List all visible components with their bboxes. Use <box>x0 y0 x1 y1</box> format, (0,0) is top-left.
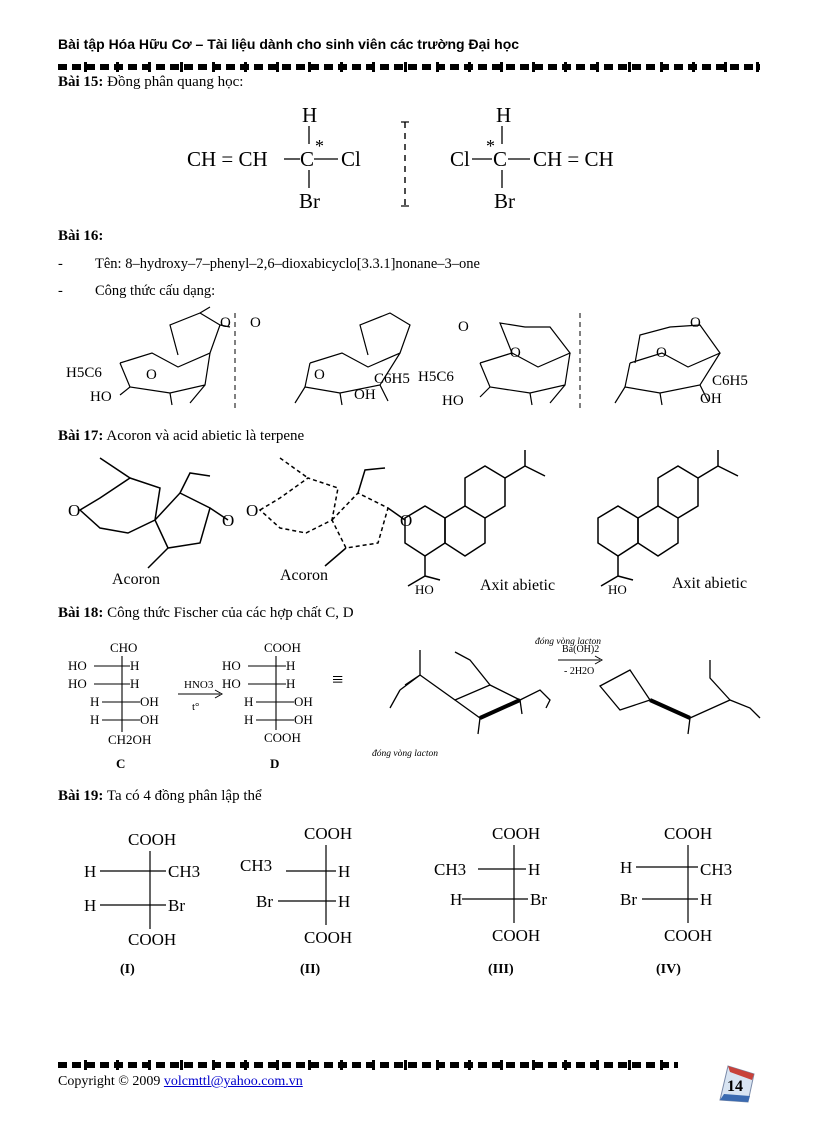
lactonization-note-bottom: đóng vòng lacton <box>372 749 438 759</box>
svg-text:H: H <box>130 676 140 691</box>
svg-text:H: H <box>90 712 100 727</box>
exercise-15-heading <box>58 74 243 91</box>
page-number: 14 <box>727 1078 743 1095</box>
left-h: H <box>302 103 318 127</box>
exercise-17-heading <box>58 428 304 445</box>
svg-text:COOH: COOH <box>128 830 177 849</box>
svg-text:COOH: COOH <box>304 928 353 947</box>
isomer-2-label: (II) <box>300 962 321 977</box>
compound-c-label: C <box>116 756 126 771</box>
exercise-18-label: Bài 18: <box>58 605 104 621</box>
svg-text:CH3: CH3 <box>168 862 201 881</box>
left-br: Br <box>299 189 320 213</box>
header-separator <box>58 64 760 70</box>
reagent-heat: t° <box>192 701 200 713</box>
svg-text:COOH: COOH <box>128 930 177 949</box>
compound-name: Tên: 8–hydroxy–7–phenyl–2,6–dioxabicyclo[3.3.1]nonane–3–one <box>95 256 480 272</box>
acoron-1-ketone-o-a: O <box>68 501 81 520</box>
svg-text:Br: Br <box>256 892 273 911</box>
footer-separator <box>58 1062 678 1068</box>
isomer-1-label: (I) <box>120 962 135 977</box>
ring-o-1: O <box>146 367 157 383</box>
svg-text:H: H <box>528 860 541 879</box>
page-badge-icon <box>714 1060 758 1104</box>
hydroxyl-label-3: HO <box>442 393 464 409</box>
exercise-16-item-1: - Tên: 8–hydroxy–7–phenyl–2,6–dioxabicyclo[3.3.1]nonane–3–one <box>58 256 480 272</box>
carbonyl-o-1: O <box>220 315 231 331</box>
acoron-2-ketone-o-a: O <box>246 501 259 520</box>
isomer-4-label: (IV) <box>656 962 681 977</box>
right-br: Br <box>494 189 515 213</box>
svg-text:CH3: CH3 <box>700 860 733 879</box>
reagent-baoh2: Ba(OH)2 <box>562 644 600 655</box>
svg-text:H: H <box>620 858 633 877</box>
page-header: Bài tập Hóa Hữu Cơ – Tài liệu dành cho sinh viên các trường Đại học <box>58 36 520 52</box>
isomer-3-label: (III) <box>488 962 514 977</box>
abietic-label-1: Axit abietic <box>480 577 556 594</box>
exercise-17-label: Bài 17: <box>58 428 104 444</box>
left-cl: Cl <box>341 147 361 171</box>
svg-text:COOH: COOH <box>664 824 713 843</box>
svg-text:CH3: CH3 <box>434 860 467 879</box>
abietic-label-2: Axit abietic <box>672 575 748 592</box>
right-star: * <box>486 136 495 156</box>
exercise-16-conformations <box>60 305 760 415</box>
abietic-ho-2: HO <box>608 582 627 597</box>
acoron-label-2: Acoron <box>280 567 328 584</box>
exercise-16-label: Bài 16: <box>58 228 104 244</box>
svg-text:H: H <box>338 862 351 881</box>
svg-text:H: H <box>244 694 254 709</box>
svg-text:COOH: COOH <box>492 926 541 945</box>
svg-text:COOH: COOH <box>304 824 353 843</box>
phenyl-label-4: C6H5 <box>712 373 748 389</box>
ring-o-3: O <box>510 345 521 361</box>
phenyl-label-3: H5C6 <box>418 369 454 385</box>
left-star: * <box>315 136 324 156</box>
conformation-label: Công thức cấu dạng: <box>95 283 216 299</box>
exercise-19-heading <box>58 788 262 805</box>
svg-text:OH: OH <box>294 712 313 727</box>
svg-text:CH3: CH3 <box>240 856 273 875</box>
c-top: CHO <box>110 640 138 655</box>
phenyl-label-2: C6H5 <box>374 371 410 387</box>
compound-d-label: D <box>270 756 280 771</box>
page-number-badge <box>714 1060 758 1104</box>
acoron-2-ketone-o-b: O <box>400 511 413 530</box>
ring-o-4: O <box>656 345 667 361</box>
d-top: COOH <box>264 640 301 655</box>
abietic-ho-1: HO <box>415 582 434 597</box>
exercise-16-heading <box>58 228 103 245</box>
svg-text:H: H <box>84 896 97 915</box>
svg-text:HO: HO <box>222 658 241 673</box>
carbonyl-o-4: O <box>690 315 701 331</box>
svg-text:Br: Br <box>620 890 637 909</box>
exercise-19-text: Ta có 4 đồng phân lập thể <box>106 788 262 804</box>
left-chiral-carbon: C <box>300 147 315 171</box>
exercise-17-structures <box>60 448 770 598</box>
right-cl: Cl <box>450 147 470 171</box>
svg-text:H: H <box>84 862 97 881</box>
svg-text:OH: OH <box>140 712 159 727</box>
exercise-19-isomers <box>60 815 760 985</box>
right-vinyl-chain: CH = CH <box>533 147 614 171</box>
exercise-17-text: Acoron và acid abietic là terpene <box>106 428 305 444</box>
exercise-18-scheme <box>60 630 780 778</box>
svg-text:H: H <box>450 890 463 909</box>
email-link[interactable]: volcmttl@yahoo.com.vn <box>163 1074 303 1089</box>
phenyl-label-1: H5C6 <box>66 365 102 381</box>
svg-text:H: H <box>286 676 296 691</box>
right-chiral-carbon: C <box>493 147 508 171</box>
carbonyl-o-3: O <box>458 319 469 335</box>
acoron-1-ketone-o-b: O <box>222 511 235 530</box>
exercise-18-heading <box>58 605 354 622</box>
left-vinyl-chain: CH = CH <box>187 147 268 171</box>
svg-text:H: H <box>244 712 254 727</box>
svg-text:HO: HO <box>68 676 87 691</box>
c-bottom: CH2OH <box>108 732 152 747</box>
exercise-19-label: Bài 19: <box>58 788 104 804</box>
carbonyl-o-2: O <box>250 315 261 331</box>
svg-text:OH: OH <box>294 694 313 709</box>
acoron-label-1: Acoron <box>112 571 160 588</box>
svg-text:COOH: COOH <box>492 824 541 843</box>
equivalence-sign: ≡ <box>332 669 344 691</box>
exercise-15-text: Đồng phân quang học: <box>107 74 244 90</box>
exercise-15-label: Bài 15: <box>58 74 104 90</box>
exercise-16-item-2: - Công thức cấu dạng: <box>58 283 216 299</box>
svg-text:OH: OH <box>140 694 159 709</box>
svg-text:H: H <box>286 658 296 673</box>
svg-text:Br: Br <box>168 896 185 915</box>
hydroxyl-label-4: OH <box>700 391 722 407</box>
ring-o-2: O <box>314 367 325 383</box>
water-loss: - 2H2O <box>564 666 595 677</box>
svg-text:HO: HO <box>68 658 87 673</box>
svg-text:H: H <box>130 658 140 673</box>
reagent-hno3: HNO3 <box>184 679 214 691</box>
footer <box>58 1074 303 1090</box>
copyright-text: Copyright © 2009 <box>58 1074 161 1089</box>
d-bottom: COOH <box>264 730 301 745</box>
svg-text:Br: Br <box>530 890 547 909</box>
hydroxyl-label-1: HO <box>90 389 112 405</box>
svg-text:COOH: COOH <box>664 926 713 945</box>
svg-text:HO: HO <box>222 676 241 691</box>
lactonization-note-top: đóng vòng lacton <box>535 637 601 647</box>
right-h: H <box>496 103 512 127</box>
svg-text:H: H <box>338 892 351 911</box>
svg-text:H: H <box>700 890 713 909</box>
hydroxyl-label-2: OH <box>354 387 376 403</box>
svg-text:H: H <box>90 694 100 709</box>
exercise-18-text: Công thức Fischer của các hợp chất C, D <box>107 605 354 621</box>
exercise-15-structures <box>180 100 640 220</box>
